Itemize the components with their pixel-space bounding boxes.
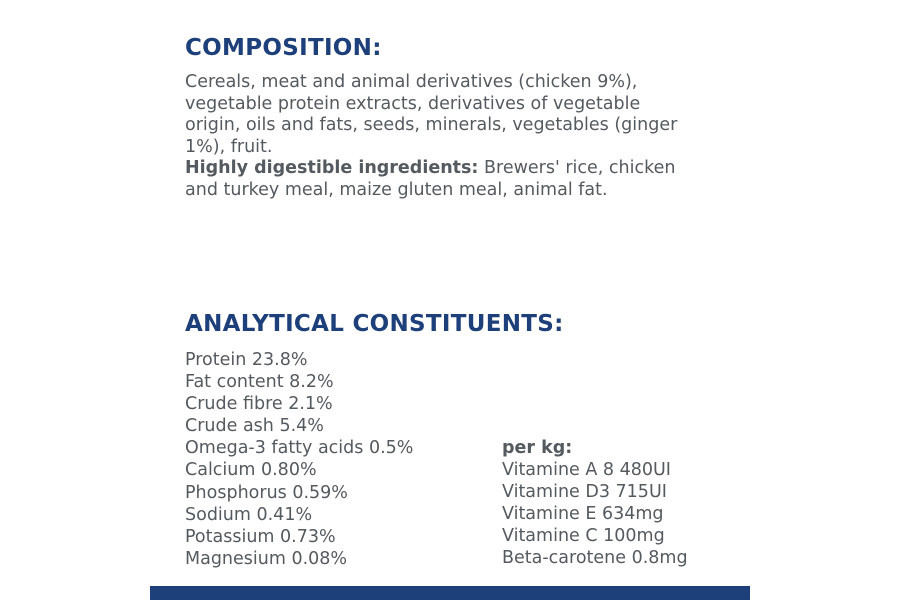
bottom-accent-bar xyxy=(150,586,750,600)
vitamin-item: Vitamine C 100mg xyxy=(502,526,665,547)
constituent-item: Protein 23.8% xyxy=(185,350,308,370)
vitamin-item: Beta-carotene 0.8mg xyxy=(502,548,688,569)
digestible-label: Highly digestible ingredients: xyxy=(185,158,479,179)
constituent-item: Magnesium 0.08% xyxy=(185,548,348,569)
constituent-item: Fat content 8.2% xyxy=(185,372,334,393)
constituent-item: Potassium 0.73% xyxy=(185,526,336,547)
constituent-item: Calcium 0.80% xyxy=(185,460,317,481)
composition-ingredients xyxy=(185,72,745,158)
composition-line: origin, oils and fats, seeds, minerals, vegetables (ginger xyxy=(185,115,678,136)
constituents-list xyxy=(185,349,413,570)
digestible-line xyxy=(185,158,745,180)
vitamins-block xyxy=(502,437,688,570)
vitamins-list xyxy=(502,459,688,569)
digestible-text-part2: and turkey meal, maize gluten meal, animal fat. xyxy=(185,179,608,200)
vitamin-item: Vitamine D3 715UI xyxy=(502,482,667,503)
constituent-item: Omega-3 fatty acids 0.5% xyxy=(185,438,414,459)
composition-line: Cereals, meat and animal derivatives (chicken 9%), xyxy=(185,72,638,92)
vitamin-item: Vitamine A 8 480UI xyxy=(502,460,671,481)
composition-text xyxy=(185,72,745,202)
vitamin-item: Vitamine E 634mg xyxy=(502,504,664,525)
analytical-constituents-heading: ANALYTICAL CONSTITUENTS: xyxy=(185,311,564,337)
composition-line: vegetable protein extracts, derivatives of vegetable xyxy=(185,93,641,114)
constituent-item: Crude fibre 2.1% xyxy=(185,394,333,415)
digestible-ingredients xyxy=(185,158,745,201)
per-kg-label: per kg: xyxy=(502,438,573,458)
constituent-item: Crude ash 5.4% xyxy=(185,416,324,437)
constituent-item: Sodium 0.41% xyxy=(185,504,313,525)
constituent-item: Phosphorus 0.59% xyxy=(185,482,348,503)
composition-line: 1%), fruit. xyxy=(185,136,273,157)
composition-heading: COMPOSITION: xyxy=(185,35,382,61)
digestible-text-part1: Brewers' rice, chicken xyxy=(478,158,676,179)
